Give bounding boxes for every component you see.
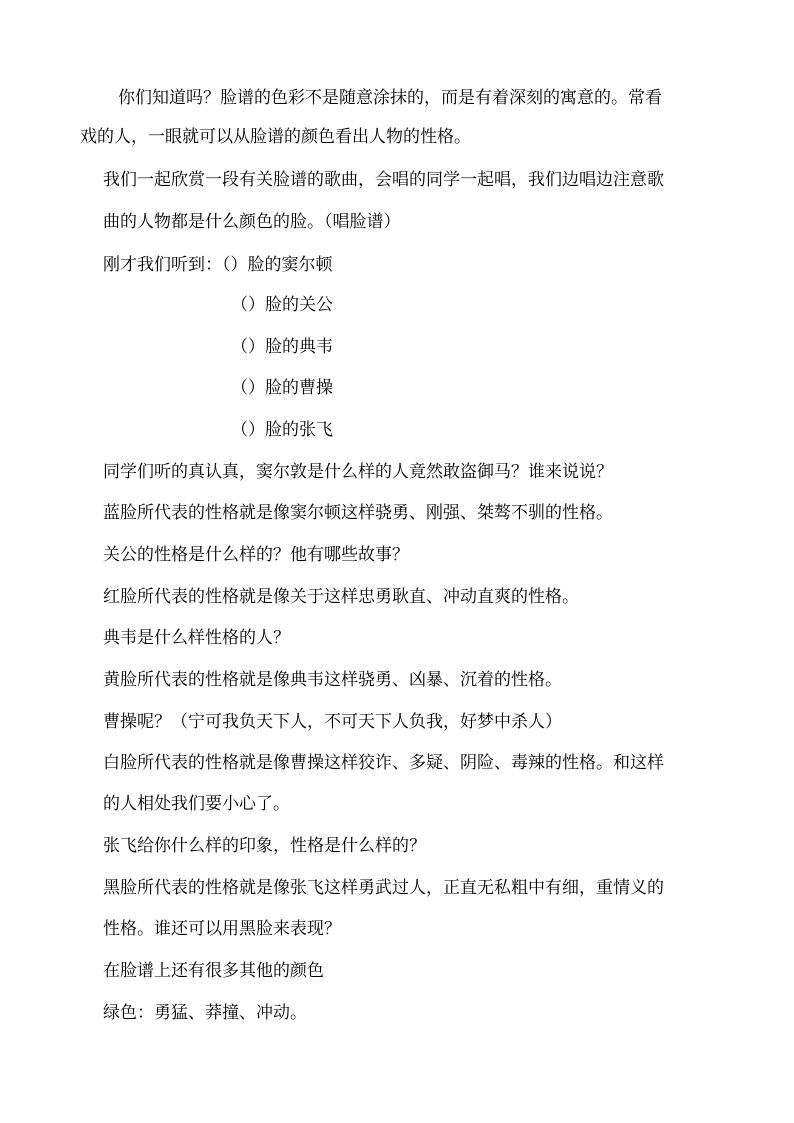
paragraph-line: 刚才我们听到：（）脸的窦尔顿 <box>103 255 333 275</box>
paragraph-line: （）脸的关公 <box>231 295 333 315</box>
paragraph-line: （）脸的张飞 <box>231 420 333 440</box>
paragraph-line: （）脸的典韦 <box>231 337 333 357</box>
paragraph-line: 的人相处我们要小心了。 <box>103 794 290 814</box>
paragraph-line: 蓝脸所代表的性格就是像窦尔顿这样骁勇、刚强、桀骜不驯的性格。 <box>103 503 613 523</box>
paragraph-line: 在脸谱上还有很多其他的颜色 <box>103 961 324 981</box>
paragraph-line: 绿色：勇猛、莽撞、冲动。 <box>103 1003 307 1023</box>
paragraph-line: 典韦是什么样性格的人？ <box>103 628 290 648</box>
paragraph-line: 张飞给你什么样的印象，性格是什么样的？ <box>103 836 426 856</box>
paragraph-line: 黑脸所代表的性格就是像张飞这样勇武过人，正直无私粗中有细，重情义的 <box>103 878 664 898</box>
paragraph-line: 戏的人，一眼就可以从脸谱的颜色看出人物的性格。 <box>80 127 471 147</box>
paragraph-line: 同学们听的真认真，窦尔敦是什么样的人竟然敢盗御马？谁来说说？ <box>103 462 613 482</box>
paragraph-line: 白脸所代表的性格就是像曹操这样狡诈、多疑、阴险、毒辣的性格。和这样 <box>103 753 664 773</box>
paragraph-line: 性格。谁还可以用黑脸来表现？ <box>103 919 341 939</box>
paragraph-line: 关公的性格是什么样的？他有哪些故事？ <box>103 545 409 565</box>
paragraph-line: 我们一起欣赏一段有关脸谱的歌曲，会唱的同学一起唱，我们边唱边注意歌 <box>103 170 664 190</box>
paragraph-line: 曹操呢？（宁可我负天下人，不可天下人负我，好梦中杀人） <box>103 712 562 732</box>
paragraph-line: 曲的人物都是什么颜色的脸。（唱脸谱） <box>103 212 401 232</box>
paragraph-line: 红脸所代表的性格就是像关于这样忠勇耿直、冲动直爽的性格。 <box>103 587 579 607</box>
paragraph-line: 你们知道吗？脸谱的色彩不是随意涂抹的，而是有着深刻的寓意的。常看 <box>118 88 662 108</box>
paragraph-line: 黄脸所代表的性格就是像典韦这样骁勇、凶暴、沉着的性格。 <box>103 670 562 690</box>
paragraph-line: （）脸的曹操 <box>231 378 333 398</box>
